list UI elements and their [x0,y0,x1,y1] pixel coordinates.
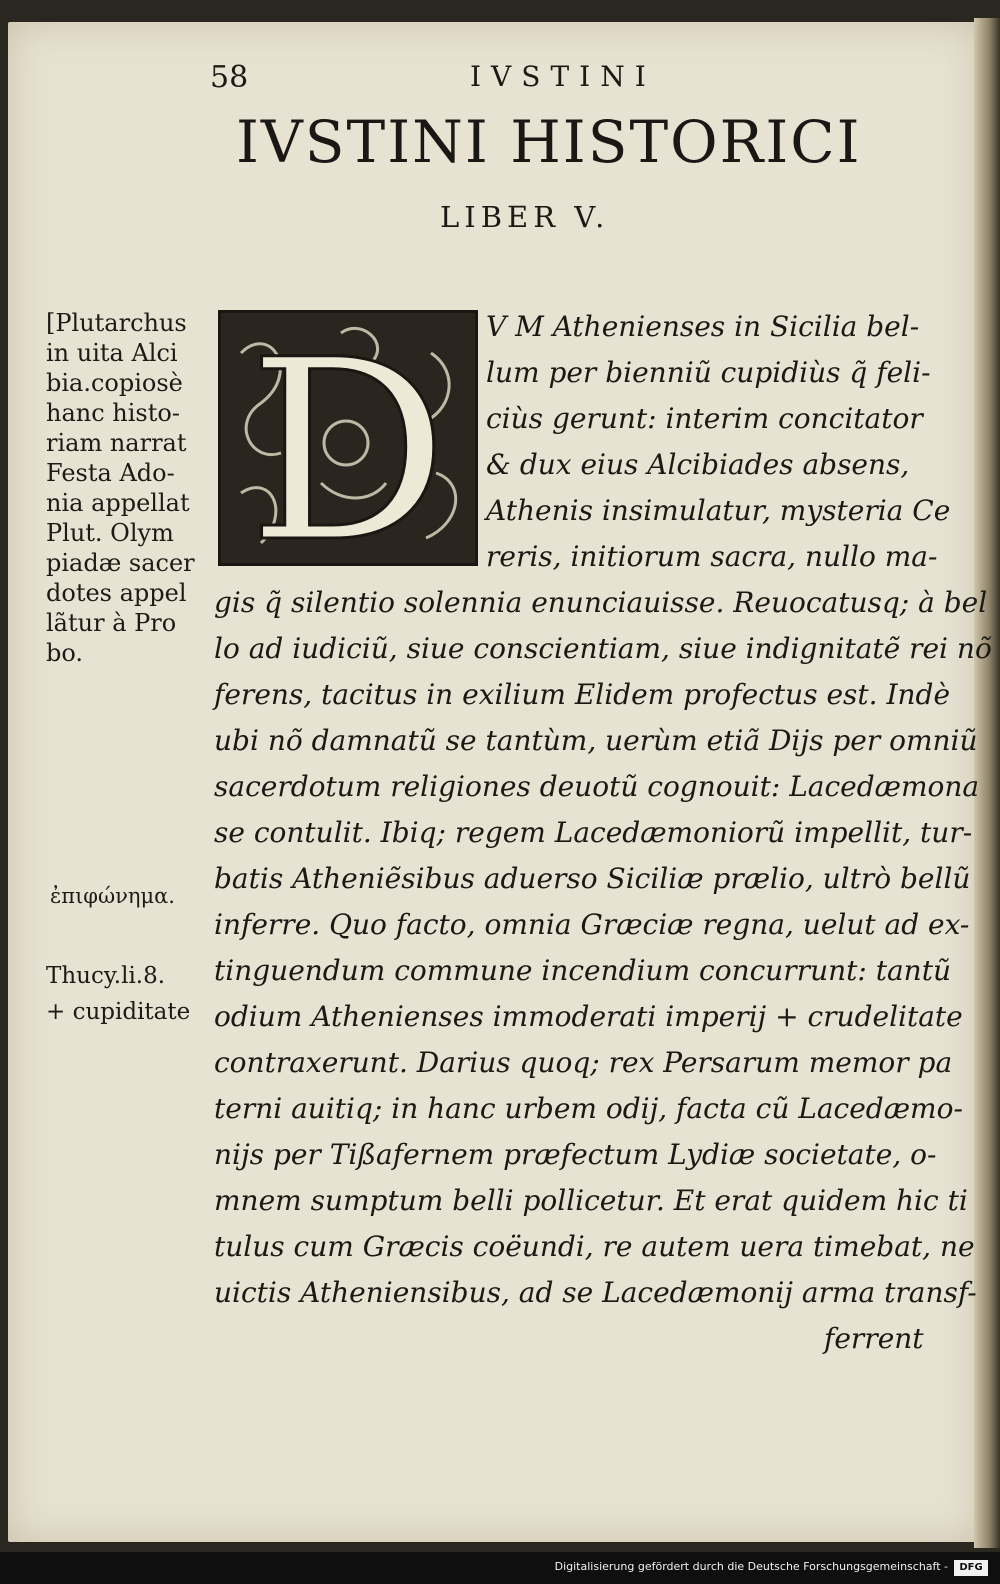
text-line: V M Athenienses in Sicilia bel- [486,310,920,343]
text-line: & dux eius Alcibiades absens, [486,448,910,481]
footer-bar [0,1552,1000,1584]
text-line: tulus cum Græcis coëundi, re autem uera timebat, ne [214,1230,975,1263]
text-line: reris, initiorum sacra, nullo ma- [486,540,938,573]
margin-note-line: dotes appel [46,579,187,607]
text-line: uictis Atheniensibus, ad se Lacedæmonij arma transf- [214,1276,977,1309]
margin-note-line: bia.copiosè [46,369,183,397]
text-line: inferre. Quo facto, omnia Græciæ regna, uelut ad ex- [214,908,970,941]
dfg-logo: DFG [954,1560,988,1576]
margin-note-line: bo. [46,639,84,667]
text-line: contraxerunt. Darius quoq; rex Persarum memor pa [214,1046,953,1079]
text-line: ubi nõ damnatũ se tantùm, uerùm etiã Dijs per omniũ [214,724,978,757]
running-title: IVSTINI [470,60,656,93]
text-line: gis q̃ silentio solennia enunciauisse. Reuocatusq; à bel [214,586,988,619]
text-line: ciùs gerunt: interim concitator [486,402,923,435]
text-line: batis Atheniẽsibus aduerso Siciliæ prælio, ultrò bellũ [214,862,971,895]
text-line: terni auitiq; in hanc urbem odij, facta cũ Lacedæmo- [214,1092,963,1125]
book-title: IVSTINI HISTORICI [236,108,862,176]
margin-note-thucydides [46,958,216,1030]
margin-note-line: Plut. Olym [46,519,174,547]
text-line: odium Athenienses immoderati imperij + crudelitate [214,1000,963,1033]
woodcut-initial-icon [221,313,475,563]
text-line: sacerdotum religiones deuotũ cognouit: Lacedæmona [214,770,980,803]
margin-note-line: lãtur à Pro [46,609,177,637]
text-line: se contulit. Ibiq; regem Lacedæmoniorũ impellit, tur- [214,816,973,849]
margin-note-greek: ἐπιφώνημα. [50,884,175,908]
text-line: nijs per Tißafernem præfectum Lydiæ societate, o- [214,1138,937,1171]
margin-note-line: in uita Alci [46,339,178,367]
text-line: lum per bienniũ cupidiùs q̃ feli- [486,356,931,389]
margin-note-plutarch [46,308,211,668]
catchword: ferrent [824,1322,924,1355]
margin-note-line: Thucy.li.8. [46,963,166,989]
margin-note-line: Festa Ado- [46,459,175,487]
initial-letter: D [247,313,449,563]
text-line: lo ad iudiciũ, siue conscientiam, siue indignitatẽ rei nõ [214,632,992,665]
margin-note-line: [Plutarchus [46,309,187,337]
margin-note-line: nia appellat [46,489,190,517]
text-line: tinguendum commune incendium concurrunt: tantũ [214,954,951,987]
text-line: Athenis insimulatur, mysteria Ce [486,494,951,527]
margin-note-line: riam narrat [46,429,187,457]
decorated-initial-d [218,310,478,566]
running-head [210,60,810,110]
text-line: mnem sumptum belli pollicetur. Et erat quidem hic ti [214,1184,968,1217]
margin-note-line: piadæ sacer [46,549,195,577]
margin-note-line: hanc histo- [46,399,180,427]
text-line: ferens, tacitus in exilium Elidem profectus est. Indè [214,678,951,711]
page-number: 58 [210,60,249,95]
footer-credit: Digitalisierung gefördert durch die Deutsche Forschungsgemeinschaft - [554,1560,948,1573]
margin-note-line: + cupiditate [46,999,191,1025]
book-subtitle: LIBER V. [440,200,610,234]
